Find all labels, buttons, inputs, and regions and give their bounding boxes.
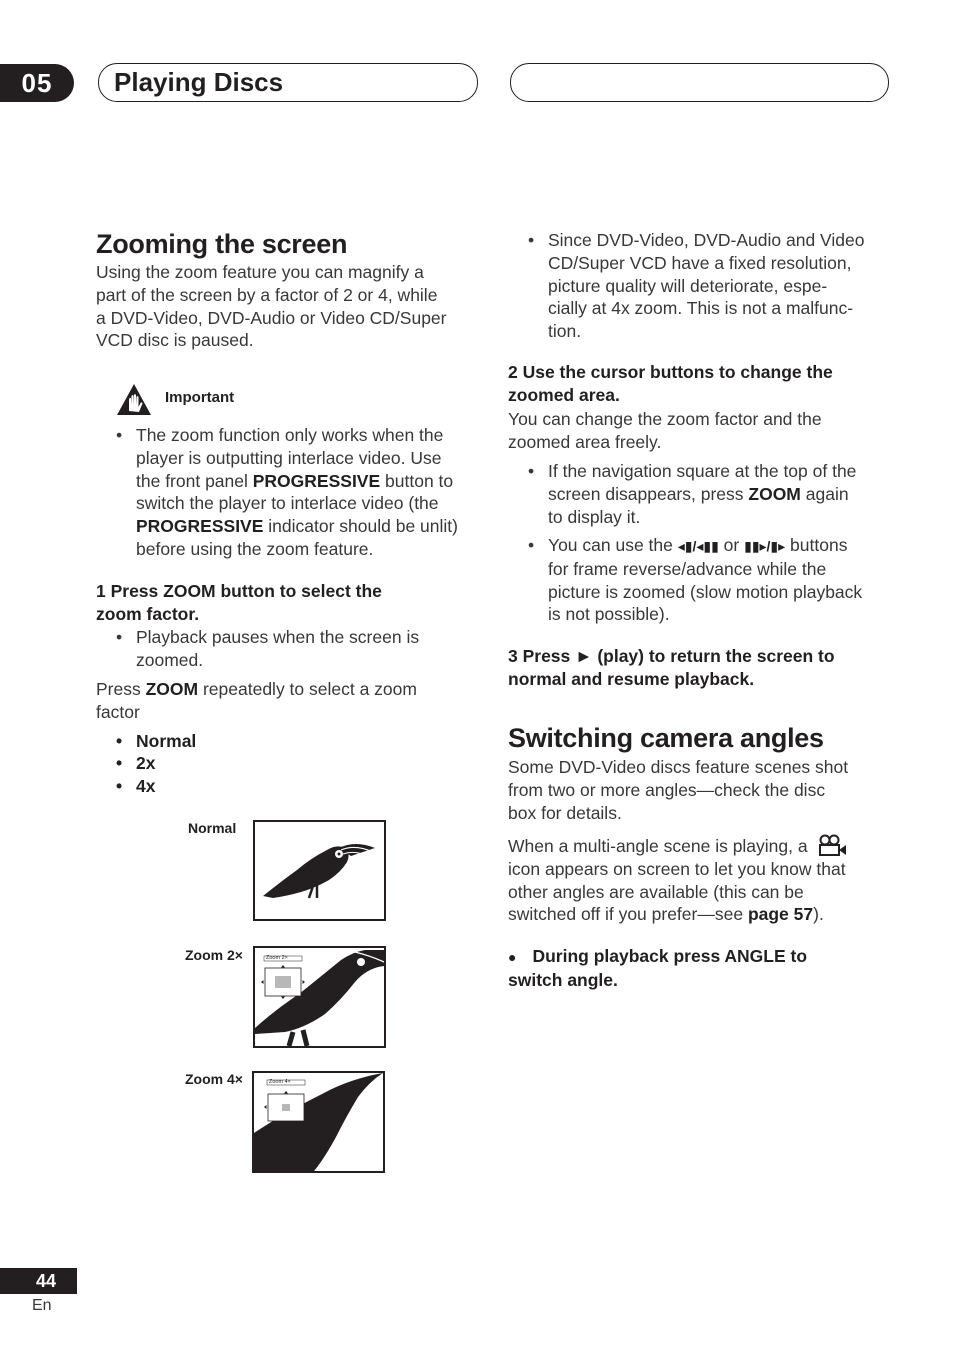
step-1-heading: 1 Press ZOOM button to select the zoom factor. [96,581,382,624]
zoom-button-ref: ZOOM [145,679,199,699]
zoom4-osd-label: Zoom 4× [269,1079,291,1085]
toucan-image-icon [255,822,384,919]
page-57-reference: page 57 [747,904,814,925]
important-line: PROGRESSIVE indicator should be unlit) [136,516,458,537]
zoom-intro-line: VCD disc is paused. [96,330,254,351]
important-warning-icon [116,383,152,416]
step-2-body: You can change the zoom factor and the zoomed area freely. [508,409,822,452]
important-line: the front panel PROGRESSIVE button to [136,470,454,491]
toucan-zoom2-image-icon [255,948,384,1046]
press-zoom-text: Press ZOOM repeatedly to select a zoom factor [96,679,417,722]
step-3-heading: 3 Press ► (play) to return the screen to normal and resume playback. [508,646,835,689]
important-line: switch the player to interlace video (the [136,493,439,514]
important-label: Important [165,389,235,406]
figure-zoom2 [253,946,386,1048]
zoom-intro-line: part of the screen by a factor of 2 or 4, while [96,284,438,305]
progressive-button-ref: PROGRESSIVE [252,470,381,491]
chapter-number-badge [0,64,74,102]
important-line: The zoom function only works when the [136,425,444,445]
figure-zoom4 [252,1071,385,1173]
frame-reverse-icon: ◂▮/◂▮▮ [677,538,719,554]
angles-body-1: Some DVD-Video discs feature scenes shot from two or more angles—check the disc box for details. [508,757,849,823]
page-number: 44 [0,1268,77,1294]
zoom-intro-line: a DVD-Video, DVD-Audio or Video CD/Super [96,307,447,328]
frame-advance-icon: ▮▮▸/▮▸ [744,538,786,554]
toucan-zoom4-image-icon [254,1073,383,1171]
important-line: player is outputting interlace video. Use [136,447,442,468]
step-2-heading: 2 Use the cursor buttons to change the zoomed area. [508,362,833,405]
angle-instruction: ● During playback press ANGLE to switch angle. [508,946,808,990]
solid-bullet-icon: ● [508,949,517,965]
chapter-number: 05 [21,67,53,98]
angles-section-title: Switching camera angles [508,723,824,753]
progressive-indicator-ref: PROGRESSIVE [136,516,264,537]
chapter-title: Playing Discs [114,67,284,97]
important-line: before using the zoom feature. [136,538,374,559]
zoom-intro [96,261,447,352]
zoom2-osd-label: Zoom 2× [266,955,288,961]
language-code: En [32,1297,52,1314]
figure-zoom4-label: Zoom 4× [185,1071,243,1087]
header-empty-box [510,63,889,102]
figure-zoom2-label: Zoom 2× [185,947,243,963]
angles-body-2: When a multi-angle scene is playing, a icon appears on screen to let you know that other angles are available (this can be switched off if you prefer—see page 57). [508,834,898,926]
zoom-section-title: Zooming the screen [96,229,348,259]
camera-angle-icon [818,834,848,856]
figure-normal [253,820,386,921]
zoom-intro-line: Using the zoom feature you can magnify a [96,262,424,282]
zoom-button-ref: ZOOM [748,483,801,504]
figure-normal-label: Normal [188,820,237,836]
